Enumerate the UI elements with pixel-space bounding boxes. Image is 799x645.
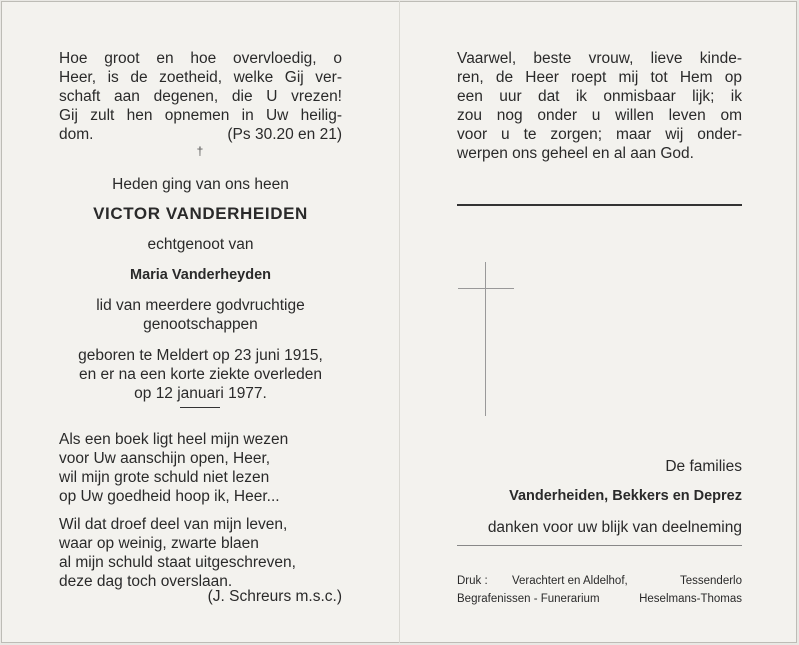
card-fold: [399, 1, 400, 643]
divider: [180, 407, 220, 408]
printer-location: Tessenderlo: [679, 575, 742, 587]
printer-divider: [457, 545, 742, 546]
funeral-home-label: Begrafenissen - Funerarium: [457, 593, 600, 605]
printer-name: Verachtert en Aldelhof,: [512, 575, 628, 587]
funeral-home-name: Heselmans-Thomas: [639, 593, 742, 605]
farewell-line: een uur dat ik onmisbaar lijk; ik: [457, 88, 742, 105]
farewell-line: Vaarwel, beste vrouw, lieve kinde-: [457, 50, 742, 67]
cross-icon-vertical: [485, 262, 486, 416]
psalm-line: Gij zult hen opnemen in Uw heilig-: [59, 107, 342, 124]
poem-author: (J. Schreurs m.s.c.): [207, 588, 342, 605]
farewell-line: werpen ons geheel en al aan God.: [457, 145, 694, 162]
poem-line: waar op weinig, zwarte blaen: [59, 535, 259, 552]
printer-label: Druk :: [457, 575, 488, 587]
poem-line: wil mijn grote schuld niet lezen: [59, 469, 270, 486]
psalm-line: Heer, is de zoetheid, welke Gij ver-: [59, 69, 342, 86]
farewell-line: zou nog onder u willen leven om: [457, 107, 742, 124]
dates-line: op 12 januari 1977.: [134, 385, 267, 402]
poem-line: Als een boek ligt heel mijn wezen: [59, 431, 289, 448]
families-names: Vanderheiden, Bekkers en Deprez: [509, 488, 742, 504]
poem-line: al mijn schuld staat uitgeschreven,: [59, 554, 296, 571]
deceased-name: VICTOR VANDERHEIDEN: [93, 204, 308, 223]
divider: [457, 204, 742, 206]
farewell-line: ren, de Heer roept mij tot Hem op: [457, 69, 742, 86]
psalm-reference: (Ps 30.20 en 21): [227, 126, 342, 143]
intro-text: Heden ging van ons heen: [112, 176, 289, 193]
cross-symbol: †: [196, 144, 204, 158]
farewell-line: voor u te zorgen; maar wij onder-: [457, 126, 742, 143]
psalm-line: dom.: [59, 126, 94, 143]
cross-icon-horizontal: [458, 288, 514, 289]
thanks-text: danken voor uw blijk van deelneming: [487, 519, 742, 536]
poem-line: voor Uw aanschijn open, Heer,: [59, 450, 271, 467]
families-label: De families: [665, 458, 742, 475]
dates-line: en er na een korte ziekte overleden: [79, 366, 322, 383]
poem-line: op Uw goedheid hoop ik, Heer...: [59, 488, 280, 505]
membership-line: genootschappen: [143, 316, 258, 333]
spouse-label: echtgenoot van: [147, 236, 254, 253]
spouse-name: Maria Vanderheyden: [129, 267, 272, 283]
dates-line: geboren te Meldert op 23 juni 1915,: [78, 347, 323, 364]
poem-line: deze dag toch overslaan.: [59, 573, 233, 590]
psalm-line: Hoe groot en hoe overvloedig, o: [59, 50, 342, 67]
poem-line: Wil dat droef deel van mijn leven,: [59, 516, 288, 533]
membership-line: lid van meerdere godvruchtige: [96, 297, 305, 314]
psalm-line: schaft aan degenen, die U vrezen!: [59, 88, 342, 105]
